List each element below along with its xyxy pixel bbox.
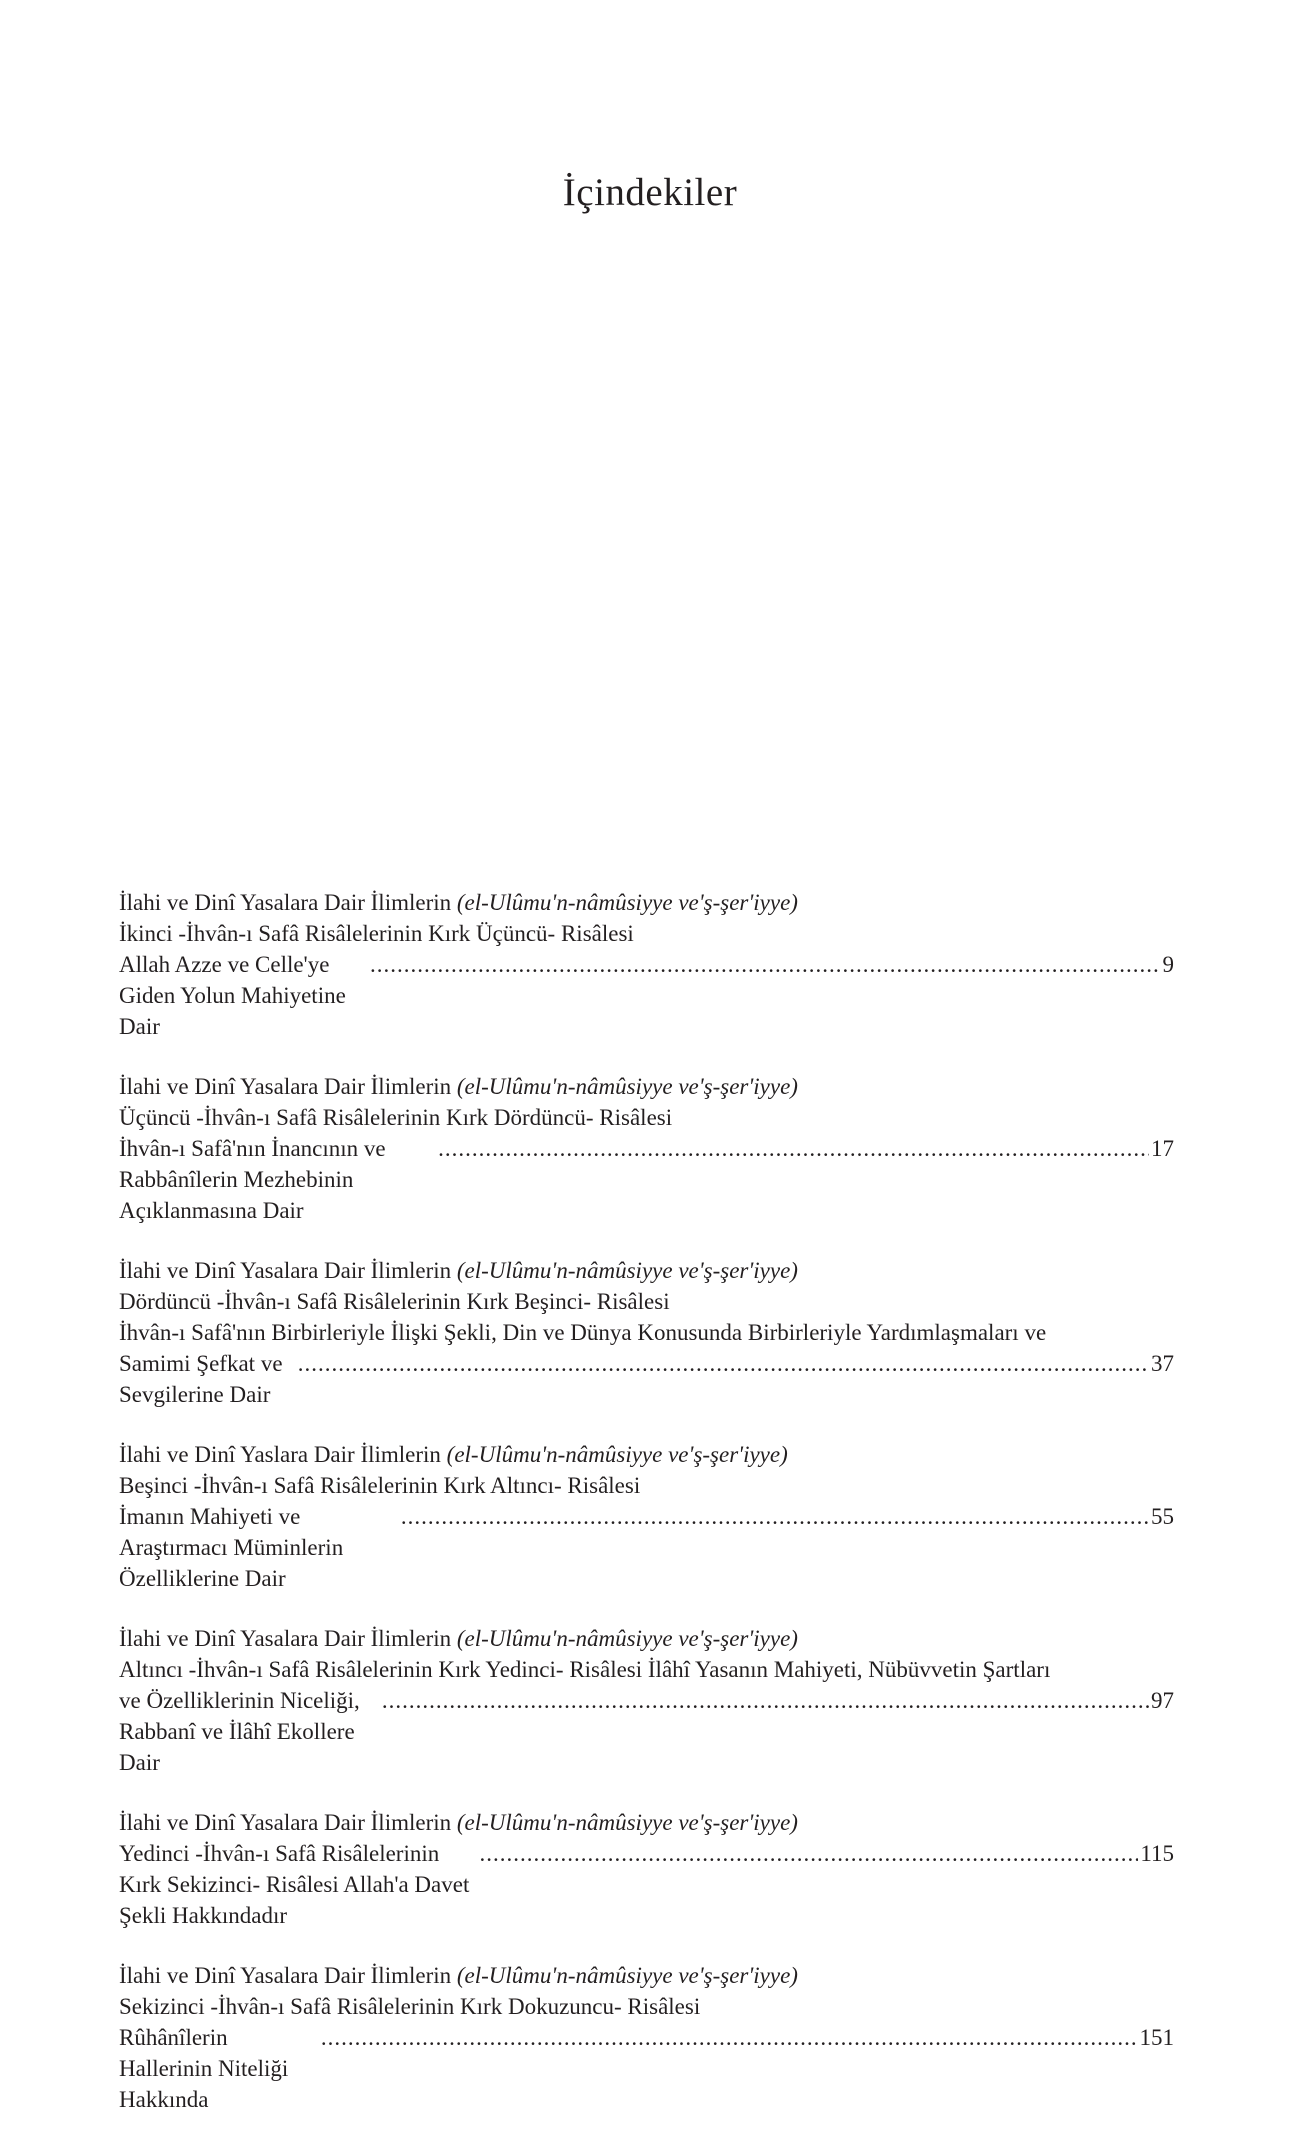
toc-entry-title: Rûhânîlerin Hallerinin Niteliği Hakkında — [119, 2025, 289, 2112]
heading-text: İlahi ve Dinî Yasalara Dair İlimlerin — [119, 1963, 457, 1988]
toc-entry[interactable] — [119, 1960, 1174, 2115]
toc-entry-title-row — [119, 1348, 1174, 1410]
heading-arabic-term: (el-Ulûmu'n-nâmûsiyye ve'ş-şer'iyye) — [456, 1963, 798, 1988]
heading-arabic-term: (el-Ulûmu'n-nâmûsiyye ve'ş-şer'iyye) — [456, 1810, 798, 1835]
toc-entry-title: İmanın Mahiyeti ve Araştırmacı Müminlerin Özelliklerine Dair — [119, 1504, 344, 1591]
toc-entry-title: Samimi Şefkat ve Sevgilerine Dair — [119, 1351, 283, 1407]
page-number: 17 — [1151, 1136, 1174, 1161]
dot-leader — [438, 1133, 1149, 1164]
toc-entry-subtitle: Sekizinci -İhvân-ı Safâ Risâlelerinin Kırk Dokuzuncu- Risâlesi — [119, 1994, 701, 2019]
toc-entry-title-row — [119, 1501, 1174, 1594]
page-number: 115 — [1140, 1841, 1174, 1866]
toc-entry-heading — [119, 887, 1174, 918]
toc-entry-title-row — [119, 1685, 1174, 1778]
toc-entry-subtitle: Üçüncü -İhvân-ı Safâ Risâlelerinin Kırk Dördüncü- Risâlesi — [119, 1105, 673, 1130]
heading-text: İlahi ve Dinî Yasalara Dair İlimlerin — [119, 1626, 457, 1651]
toc-entry-title-row — [119, 949, 1174, 1042]
dot-leader — [298, 1348, 1149, 1379]
page-number: 37 — [1151, 1351, 1174, 1376]
toc-entry-title-row — [119, 2022, 1174, 2115]
toc-entry-heading — [119, 1623, 1174, 1654]
heading-text: İlahi ve Dinî Yaslara Dair İlimlerin — [119, 1442, 447, 1467]
toc-entry[interactable] — [119, 1255, 1174, 1410]
toc-entry-title-row — [119, 1838, 1174, 1931]
heading-text: İlahi ve Dinî Yasalara Dair İlimlerin — [119, 1810, 457, 1835]
page-number: 151 — [1139, 2025, 1174, 2050]
heading-arabic-term: (el-Ulûmu'n-nâmûsiyye ve'ş-şer'iyye) — [456, 1258, 798, 1283]
page-title: İçindekiler — [562, 171, 738, 214]
toc-entry[interactable] — [119, 1807, 1174, 1931]
toc-entry-subtitle: İkinci -İhvân-ı Safâ Risâlelerinin Kırk Üçüncü- Risâlesi — [119, 921, 634, 946]
dot-leader — [480, 1838, 1139, 1869]
toc-entry[interactable] — [119, 1071, 1174, 1226]
heading-arabic-term: (el-Ulûmu'n-nâmûsiyye ve'ş-şer'iyye) — [456, 1626, 798, 1651]
toc-entry-heading — [119, 1255, 1174, 1286]
dot-leader — [401, 1501, 1149, 1532]
heading-arabic-term: (el-Ulûmu'n-nâmûsiyye ve'ş-şer'iyye) — [456, 1074, 798, 1099]
heading-text: İlahi ve Dinî Yasalara Dair İlimlerin — [119, 1258, 457, 1283]
dot-leader — [321, 2022, 1138, 2053]
toc-entry-title: İhvân-ı Safâ'nın İnancının ve Rabbânîlerin Mezhebinin Açıklanmasına Dair — [119, 1136, 386, 1223]
toc-entry[interactable] — [119, 887, 1174, 1042]
toc-entry-subtitle: Beşinci -İhvân-ı Safâ Risâlelerinin Kırk Altıncı- Risâlesi — [119, 1473, 641, 1498]
page-number: 9 — [1162, 952, 1174, 977]
heading-arabic-term: (el-Ulûmu'n-nâmûsiyye ve'ş-şer'iyye) — [446, 1442, 788, 1467]
toc-entry-heading — [119, 1071, 1174, 1102]
heading-text: İlahi ve Dinî Yasalara Dair İlimlerin — [119, 1074, 457, 1099]
dot-leader — [370, 949, 1160, 980]
dot-leader — [382, 1685, 1149, 1716]
page-number: 97 — [1151, 1688, 1174, 1713]
toc-entry-subtitle: Altıncı -İhvân-ı Safâ Risâlelerinin Kırk Yedinci- Risâlesi İlâhî Yasanın Mahiyeti, Nübüvvetin Şartları — [119, 1657, 1051, 1682]
toc-entry[interactable] — [119, 1439, 1174, 1594]
toc-entry-heading — [119, 1960, 1174, 1991]
toc-entry-subtitle: Dördüncü -İhvân-ı Safâ Risâlelerinin Kırk Beşinci- Risâlesi — [119, 1289, 670, 1314]
table-of-contents — [119, 887, 1174, 2144]
toc-entry[interactable] — [119, 1623, 1174, 1778]
toc-entry-title: ve Özelliklerinin Niceliği, Rabbanî ve İlâhî Ekollere Dair — [119, 1688, 360, 1775]
toc-entry-title-continued: İhvân-ı Safâ'nın Birbirleriyle İlişki Şekli, Din ve Dünya Konusunda Birbirleriyle Yardımlaşmaları ve — [119, 1320, 1047, 1345]
page-number: 55 — [1151, 1504, 1174, 1529]
toc-entry-heading — [119, 1807, 1174, 1838]
toc-entry-title-row — [119, 1133, 1174, 1226]
heading-arabic-term: (el-Ulûmu'n-nâmûsiyye ve'ş-şer'iyye) — [456, 890, 798, 915]
toc-entry-title: Allah Azze ve Celle'ye Giden Yolun Mahiyetine Dair — [119, 952, 346, 1039]
toc-entry-heading — [119, 1439, 1174, 1470]
heading-text: İlahi ve Dinî Yasalara Dair İlimlerin — [119, 890, 457, 915]
toc-entry-title: Yedinci -İhvân-ı Safâ Risâlelerinin Kırk Sekizinci- Risâlesi Allah'a Davet Şekli Hakkındadır — [119, 1841, 470, 1928]
